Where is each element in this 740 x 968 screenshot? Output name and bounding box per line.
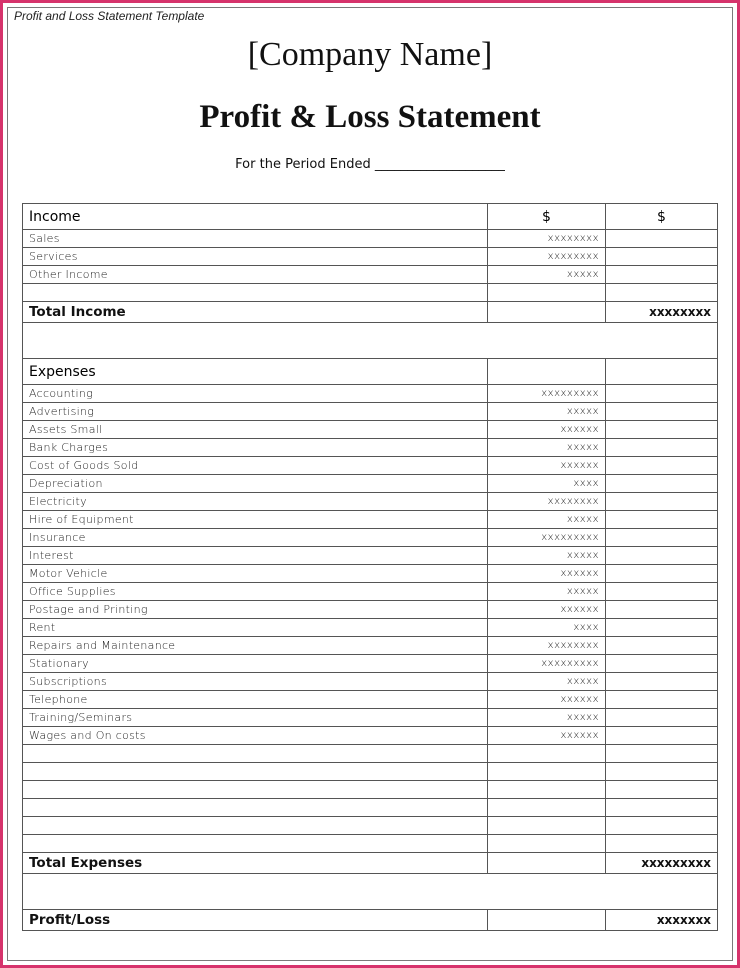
blank-row	[23, 284, 718, 302]
empty-cell	[606, 284, 718, 302]
empty-cell	[23, 323, 718, 359]
total-expenses-row	[23, 853, 718, 874]
table-row	[23, 266, 718, 284]
blank-row	[23, 763, 718, 781]
empty-cell	[488, 359, 606, 385]
table-row	[23, 439, 718, 457]
empty-cell	[606, 655, 718, 673]
table-row	[23, 547, 718, 565]
table-row	[23, 511, 718, 529]
currency-col-1: $	[488, 204, 606, 230]
table-row	[23, 583, 718, 601]
line-item-amount: xxxxx	[488, 266, 606, 284]
table-row	[23, 493, 718, 511]
table-row	[23, 637, 718, 655]
line-item-label: Accounting	[23, 385, 488, 403]
line-item-label: Subscriptions	[23, 673, 488, 691]
table-row	[23, 619, 718, 637]
empty-cell	[606, 583, 718, 601]
table-row	[23, 403, 718, 421]
line-item-amount: xxxxx	[488, 547, 606, 565]
table-row	[23, 709, 718, 727]
line-item-amount: xxxxxx	[488, 565, 606, 583]
empty-cell	[23, 874, 718, 910]
line-item-amount: xxxxxx	[488, 457, 606, 475]
line-item-label: Wages and On costs	[23, 727, 488, 745]
empty-cell	[488, 817, 606, 835]
currency-col-2: $	[606, 204, 718, 230]
empty-cell	[606, 493, 718, 511]
empty-cell	[23, 284, 488, 302]
income-heading: Income	[23, 204, 488, 230]
empty-cell	[606, 529, 718, 547]
profit-loss-row	[23, 910, 718, 931]
line-item-label: Motor Vehicle	[23, 565, 488, 583]
income-header-row	[23, 204, 718, 230]
line-item-label: Insurance	[23, 529, 488, 547]
empty-cell	[488, 284, 606, 302]
empty-cell	[606, 385, 718, 403]
empty-cell	[606, 457, 718, 475]
line-item-amount: xxxx	[488, 619, 606, 637]
empty-cell	[23, 799, 488, 817]
table-row	[23, 385, 718, 403]
line-item-label: Repairs and Maintenance	[23, 637, 488, 655]
line-item-amount: xxxxx	[488, 583, 606, 601]
pl-table	[22, 203, 718, 931]
empty-cell	[606, 691, 718, 709]
empty-cell	[606, 673, 718, 691]
table-row	[23, 673, 718, 691]
total-income-amount: xxxxxxxx	[606, 302, 718, 323]
empty-cell	[606, 547, 718, 565]
line-item-label: Electricity	[23, 493, 488, 511]
empty-cell	[606, 565, 718, 583]
line-item-label: Services	[23, 248, 488, 266]
empty-cell	[23, 781, 488, 799]
empty-cell	[488, 835, 606, 853]
line-item-label: Depreciation	[23, 475, 488, 493]
line-item-label: Advertising	[23, 403, 488, 421]
line-item-amount: xxxxxxxxx	[488, 655, 606, 673]
empty-cell	[606, 763, 718, 781]
line-item-amount: xxxxxx	[488, 727, 606, 745]
line-item-label: Assets Small	[23, 421, 488, 439]
line-item-label: Postage and Printing	[23, 601, 488, 619]
line-item-label: Training/Seminars	[23, 709, 488, 727]
table-row	[23, 457, 718, 475]
line-item-label: Bank Charges	[23, 439, 488, 457]
table-row	[23, 248, 718, 266]
line-item-label: Cost of Goods Sold	[23, 457, 488, 475]
table-row	[23, 727, 718, 745]
line-item-label: Stationary	[23, 655, 488, 673]
template-label: Profit and Loss Statement Template	[14, 9, 205, 23]
line-item-amount: xxxxxxxxx	[488, 385, 606, 403]
statement-title: Profit & Loss Statement	[199, 99, 541, 135]
line-item-amount: xxxxxx	[488, 421, 606, 439]
line-item-label: Interest	[23, 547, 488, 565]
empty-cell	[488, 763, 606, 781]
line-item-amount: xxxxxxxxx	[488, 529, 606, 547]
empty-cell	[488, 302, 606, 323]
empty-cell	[606, 835, 718, 853]
line-item-label: Sales	[23, 230, 488, 248]
expenses-heading: Expenses	[23, 359, 488, 385]
empty-cell	[606, 637, 718, 655]
empty-cell	[606, 439, 718, 457]
line-item-amount: xxxxx	[488, 403, 606, 421]
blank-row	[23, 745, 718, 763]
line-item-amount: xxxxxxxx	[488, 248, 606, 266]
empty-cell	[606, 266, 718, 284]
empty-cell	[606, 781, 718, 799]
line-item-amount: xxxx	[488, 475, 606, 493]
table-row	[23, 475, 718, 493]
line-item-amount: xxxxx	[488, 673, 606, 691]
empty-cell	[488, 799, 606, 817]
spacer-row	[23, 874, 718, 910]
profit-loss-label: Profit/Loss	[23, 910, 488, 931]
line-item-amount: xxxxxxxx	[488, 637, 606, 655]
empty-cell	[606, 745, 718, 763]
line-item-label: Rent	[23, 619, 488, 637]
line-item-amount: xxxxx	[488, 511, 606, 529]
line-item-amount: xxxxx	[488, 439, 606, 457]
line-item-label: Office Supplies	[23, 583, 488, 601]
line-item-label: Telephone	[23, 691, 488, 709]
blank-row	[23, 835, 718, 853]
empty-cell	[606, 403, 718, 421]
table-row	[23, 655, 718, 673]
empty-cell	[606, 359, 718, 385]
line-item-amount: xxxxx	[488, 709, 606, 727]
spacer-row	[23, 323, 718, 359]
empty-cell	[23, 835, 488, 853]
empty-cell	[606, 619, 718, 637]
period-line: For the Period Ended ____________________	[235, 157, 505, 172]
empty-cell	[606, 511, 718, 529]
table-row	[23, 601, 718, 619]
total-expenses-label: Total Expenses	[23, 853, 488, 874]
empty-cell	[606, 248, 718, 266]
line-item-amount: xxxxxx	[488, 601, 606, 619]
line-item-amount: xxxxxxxx	[488, 493, 606, 511]
total-income-row	[23, 302, 718, 323]
line-item-amount: xxxxxx	[488, 691, 606, 709]
blank-row	[23, 799, 718, 817]
total-income-label: Total Income	[23, 302, 488, 323]
empty-cell	[23, 817, 488, 835]
profit-loss-amount: xxxxxxx	[606, 910, 718, 931]
empty-cell	[488, 853, 606, 874]
blank-row	[23, 817, 718, 835]
total-expenses-amount: xxxxxxxxx	[606, 853, 718, 874]
company-name: [Company Name]	[247, 36, 493, 73]
table-row	[23, 529, 718, 547]
empty-cell	[606, 601, 718, 619]
empty-cell	[488, 745, 606, 763]
empty-cell	[606, 421, 718, 439]
empty-cell	[606, 475, 718, 493]
empty-cell	[488, 910, 606, 931]
line-item-label: Other Income	[23, 266, 488, 284]
line-item-amount: xxxxxxxx	[488, 230, 606, 248]
expenses-header-row	[23, 359, 718, 385]
empty-cell	[606, 709, 718, 727]
table-row	[23, 691, 718, 709]
empty-cell	[23, 763, 488, 781]
table-row	[23, 230, 718, 248]
empty-cell	[23, 745, 488, 763]
empty-cell	[488, 781, 606, 799]
table-row	[23, 565, 718, 583]
line-item-label: Hire of Equipment	[23, 511, 488, 529]
empty-cell	[606, 799, 718, 817]
blank-row	[23, 781, 718, 799]
empty-cell	[606, 230, 718, 248]
empty-cell	[606, 817, 718, 835]
empty-cell	[606, 727, 718, 745]
table-row	[23, 421, 718, 439]
